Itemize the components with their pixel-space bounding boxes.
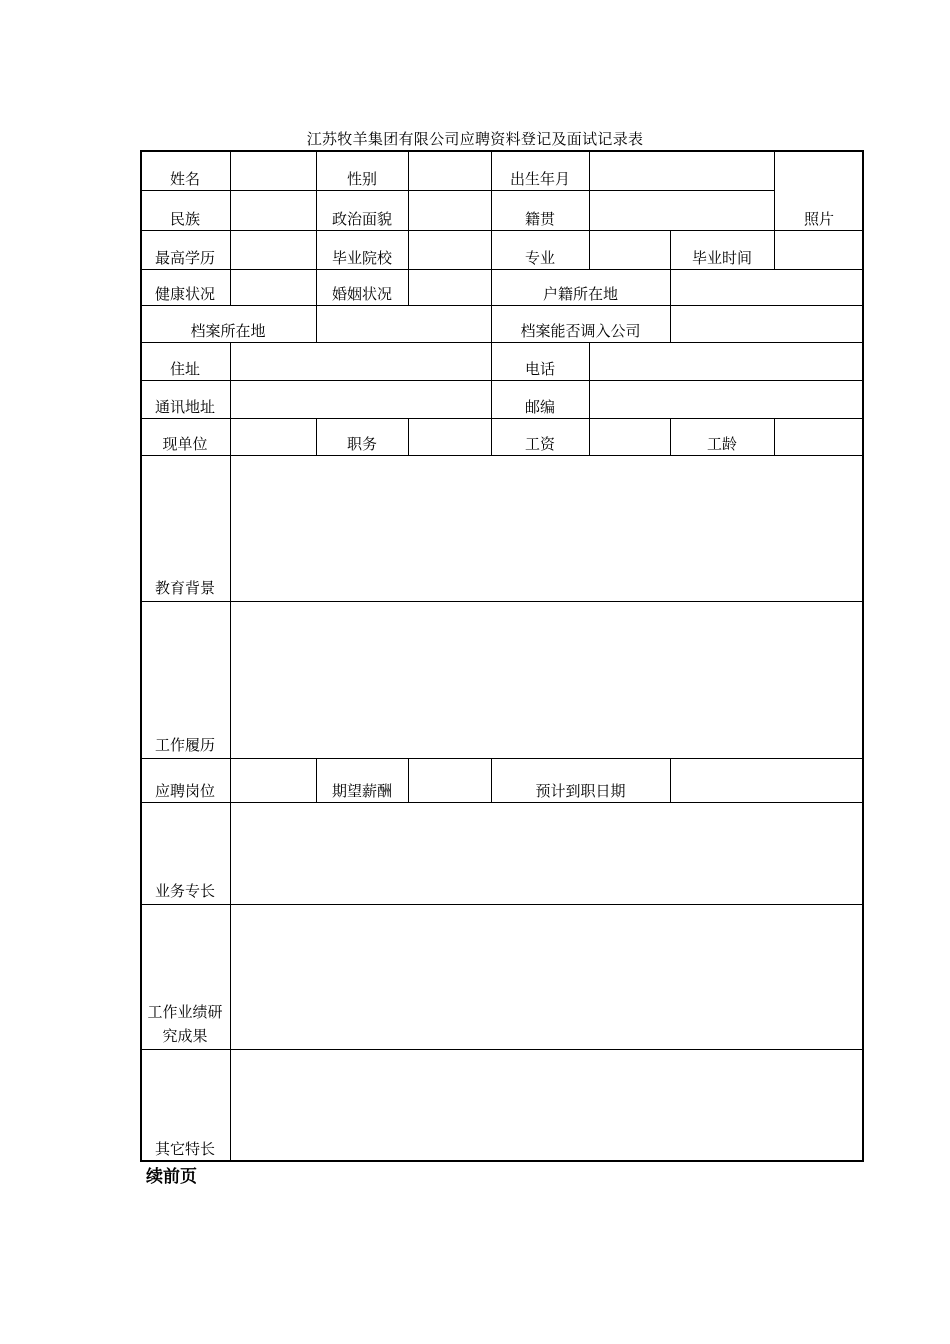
birth-field[interactable]	[589, 150, 774, 190]
label-achievements-line1: 工作业绩研	[147, 1003, 223, 1021]
label-education-background-text: 教育背景	[154, 579, 215, 597]
label-phone: 电话	[524, 360, 555, 378]
label-work-history-text: 工作履历	[154, 736, 215, 754]
registration-form	[140, 150, 864, 1162]
label-birth: 出生年月	[509, 170, 570, 188]
label-gender: 性别	[346, 170, 377, 188]
label-current-employer: 现单位	[162, 435, 208, 453]
label-education-level: 最高学历	[154, 249, 215, 267]
address-field[interactable]	[230, 342, 491, 380]
label-other-skills	[140, 1049, 230, 1162]
hukou-field[interactable]	[670, 269, 864, 305]
label-salary: 工资	[524, 435, 555, 453]
label-achievements-line2: 究成果	[162, 1027, 208, 1045]
label-mail-address: 通讯地址	[154, 398, 215, 416]
native-place-field[interactable]	[589, 190, 774, 230]
label-expertise	[140, 802, 230, 904]
label-expertise-text: 业务专长	[154, 882, 215, 900]
continued-note: 续前页	[146, 1167, 197, 1187]
archive-transfer-field[interactable]	[670, 305, 864, 342]
expected-salary-field[interactable]	[408, 758, 491, 802]
mail-address-field[interactable]	[230, 380, 491, 418]
gender-field[interactable]	[408, 150, 491, 190]
form-title: 江苏牧羊集团有限公司应聘资料登记及面试记录表	[306, 130, 644, 148]
phone-field[interactable]	[589, 342, 864, 380]
label-expected-salary: 期望薪酬	[331, 782, 392, 800]
current-employer-field[interactable]	[230, 418, 316, 455]
label-ethnicity: 民族	[169, 210, 200, 228]
label-marital: 婚姻状况	[331, 285, 392, 303]
seniority-field[interactable]	[774, 418, 864, 455]
major-field[interactable]	[589, 230, 670, 269]
health-field[interactable]	[230, 269, 316, 305]
expertise-field[interactable]	[230, 802, 864, 904]
label-archive-transfer: 档案能否调入公司	[520, 322, 641, 340]
label-health: 健康状况	[154, 285, 215, 303]
archive-location-field[interactable]	[316, 305, 491, 342]
label-seniority: 工龄	[706, 435, 737, 453]
work-history-field[interactable]	[230, 601, 864, 758]
ethnicity-field[interactable]	[230, 190, 316, 230]
position-field[interactable]	[408, 418, 491, 455]
label-position: 职务	[346, 435, 377, 453]
school-field[interactable]	[408, 230, 491, 269]
label-other-skills-text: 其它特长	[154, 1140, 215, 1158]
applied-post-field[interactable]	[230, 758, 316, 802]
photo-box[interactable]: 照片	[803, 210, 834, 228]
label-address: 住址	[169, 360, 200, 378]
start-date-field[interactable]	[670, 758, 864, 802]
label-achievements	[140, 904, 230, 1049]
postcode-field[interactable]	[589, 380, 864, 418]
label-political: 政治面貌	[331, 210, 392, 228]
political-field[interactable]	[408, 190, 491, 230]
label-archive-location: 档案所在地	[190, 322, 266, 340]
other-skills-field[interactable]	[230, 1049, 864, 1162]
label-education-background	[140, 455, 230, 601]
grad-time-field[interactable]	[774, 230, 864, 269]
marital-field[interactable]	[408, 269, 491, 305]
salary-field[interactable]	[589, 418, 670, 455]
label-work-history	[140, 601, 230, 758]
label-school: 毕业院校	[331, 249, 392, 267]
education-background-field[interactable]	[230, 455, 864, 601]
education-level-field[interactable]	[230, 230, 316, 269]
label-native-place: 籍贯	[524, 210, 555, 228]
label-grad-time: 毕业时间	[691, 249, 752, 267]
name-field[interactable]	[230, 150, 316, 190]
label-name: 姓名	[169, 170, 200, 188]
label-start-date: 预计到职日期	[535, 782, 626, 800]
label-applied-post: 应聘岗位	[154, 782, 215, 800]
label-hukou: 户籍所在地	[542, 285, 618, 303]
achievements-field[interactable]	[230, 904, 864, 1049]
label-major: 专业	[524, 249, 555, 267]
label-postcode: 邮编	[524, 398, 555, 416]
